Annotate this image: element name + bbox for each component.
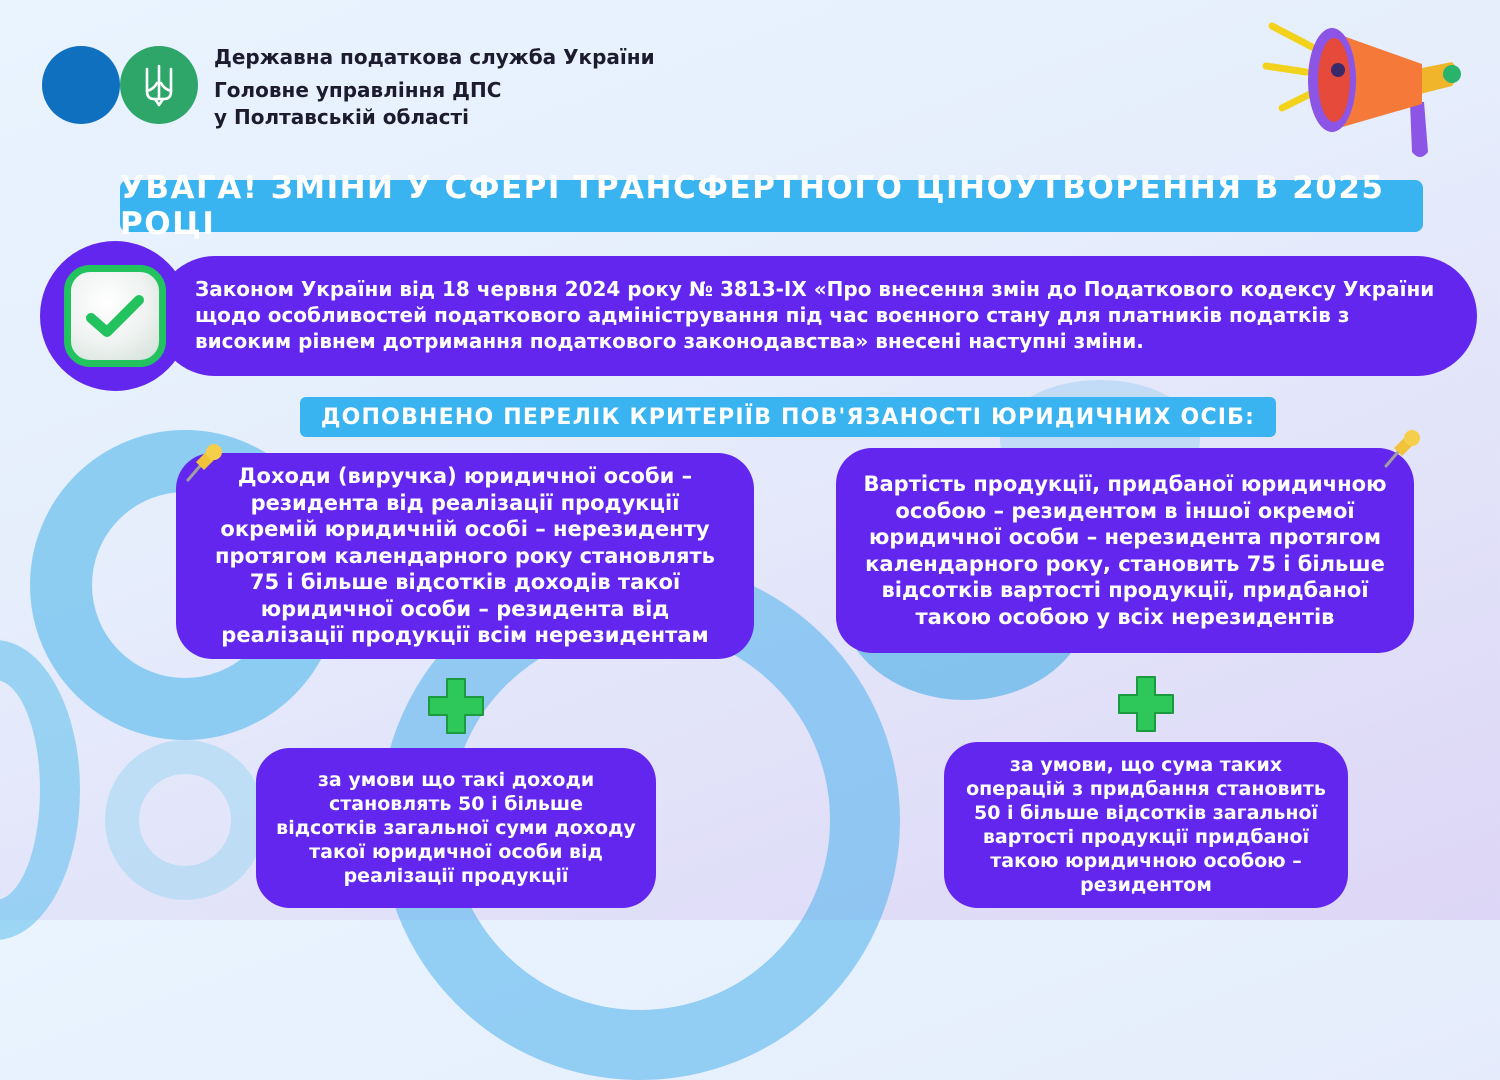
megaphone-icon (1262, 12, 1472, 162)
page-title: УВАГА! ЗМІНИ У СФЕРІ ТРАНСФЕРТНОГО ЦІНОУТВОРЕННЯ В 2025 РОЦІ (120, 180, 1423, 232)
pushpin-icon (180, 440, 226, 486)
pushpin-icon (1378, 426, 1424, 472)
check-badge (40, 241, 190, 391)
org-line-2: Головне управління ДПС (214, 78, 502, 102)
criterion-2-text: Вартість продукції, придбаної юридичною особою – резидентом в іншої окремої юридичної особи – нерезидента протягом календарного року, становить 75 і більше відсотків вартості продукції, придбаної такою особою у всіх нерезидентів (863, 472, 1387, 629)
org-line-1: Державна податкова служба України (214, 45, 655, 69)
condition-1-text: за умови що такі доходи становлять 50 і більше відсотків загальної суми доходу такої юридичної особи від реалізації продукції (276, 769, 636, 887)
trident-icon (142, 63, 176, 107)
check-badge-inner (64, 265, 166, 367)
logo-blue-circle (42, 46, 120, 124)
background-ring (105, 740, 265, 900)
law-text: Законом України від 18 червня 2024 року № 3813-IX «Про внесення змін до Податкового кодексу України щодо особливостей податкового адміністрування під час воєнного стану для платників податків з високим рівнем дотримання податкового законодавства» внесені наступні зміни. (195, 277, 1435, 353)
condition-2-text: за умови, що сума таких операцій з придбання становить 50 і більше відсотків загальної вартості продукції придбаної такою юридичною особою – резидентом (966, 754, 1326, 896)
checkmark-icon (85, 292, 145, 340)
org-line-3: у Полтавській області (214, 105, 469, 129)
criterion-1-text: Доходи (виручка) юридичної особи – резидента від реалізації продукції окремій юридичній особі – нерезиденту протягом календарного року становлять 75 і більше відсотків доходів такої юридичної особи – резидента від реалізації продукції всім нерезидентам (215, 464, 715, 648)
plus-icon (1115, 673, 1177, 735)
logo-green-circle (120, 46, 198, 124)
law-statement (155, 256, 1477, 376)
criterion-card-1 (176, 453, 754, 659)
section-subtitle: ДОПОВНЕНО ПЕРЕЛІК КРИТЕРІЇВ ПОВ'ЯЗАНОСТІ ЮРИДИЧНИХ ОСІБ: (300, 397, 1276, 437)
organization-name (214, 44, 655, 131)
criterion-card-2 (836, 448, 1414, 653)
condition-card-1 (256, 748, 656, 908)
condition-card-2 (944, 742, 1348, 908)
plus-icon (425, 675, 487, 737)
